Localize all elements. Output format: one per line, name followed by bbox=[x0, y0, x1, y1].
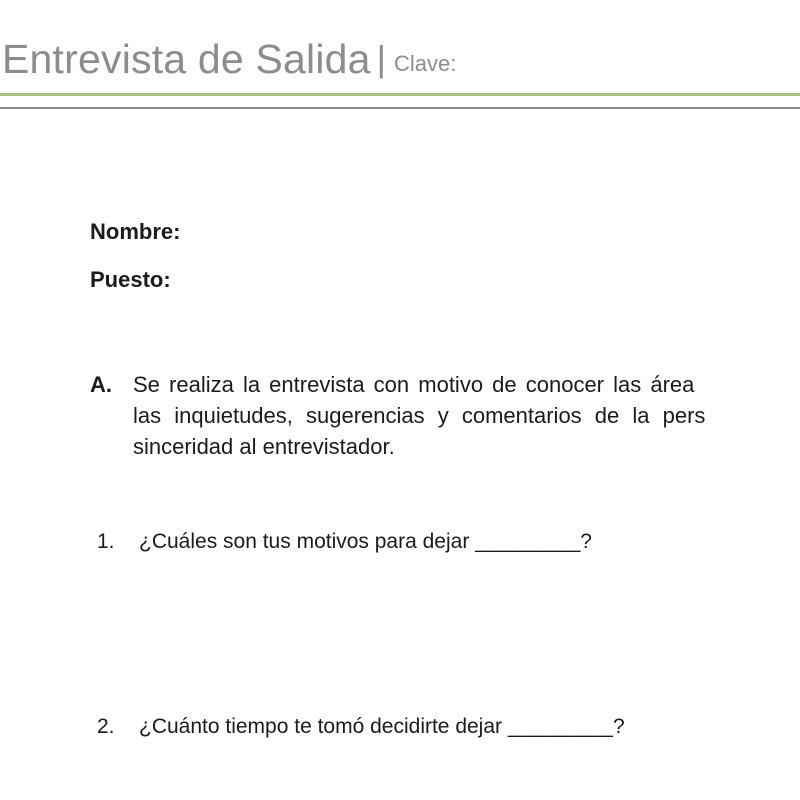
clave-label: Clave: bbox=[394, 51, 457, 76]
title-separator: | bbox=[376, 38, 387, 79]
question-2-text: ¿Cuánto tiempo te tomó decidirte dejar _________? bbox=[139, 715, 625, 738]
header-green-rule bbox=[0, 93, 800, 96]
puesto-label: Puesto: bbox=[90, 267, 171, 292]
section-a-line-2: las inquietudes, sugerencias y comentarios de la pers bbox=[133, 403, 706, 428]
question-1-text: ¿Cuáles son tus motivos para dejar _________? bbox=[139, 530, 592, 553]
section-a-marker: A. bbox=[90, 372, 112, 397]
question-1-number: 1. bbox=[97, 530, 115, 553]
section-a-line-3: sinceridad al entrevistador. bbox=[133, 434, 395, 459]
question-1 bbox=[97, 530, 592, 554]
title-text: Entrevista de Salida bbox=[2, 36, 371, 82]
nombre-label: Nombre: bbox=[90, 219, 181, 244]
document-title bbox=[2, 36, 456, 83]
question-2-number: 2. bbox=[97, 715, 115, 738]
question-2 bbox=[97, 715, 625, 739]
section-a-line-1: Se realiza la entrevista con motivo de conocer las área bbox=[133, 372, 695, 397]
section-a bbox=[90, 369, 800, 462]
header-gray-rule bbox=[0, 107, 800, 109]
